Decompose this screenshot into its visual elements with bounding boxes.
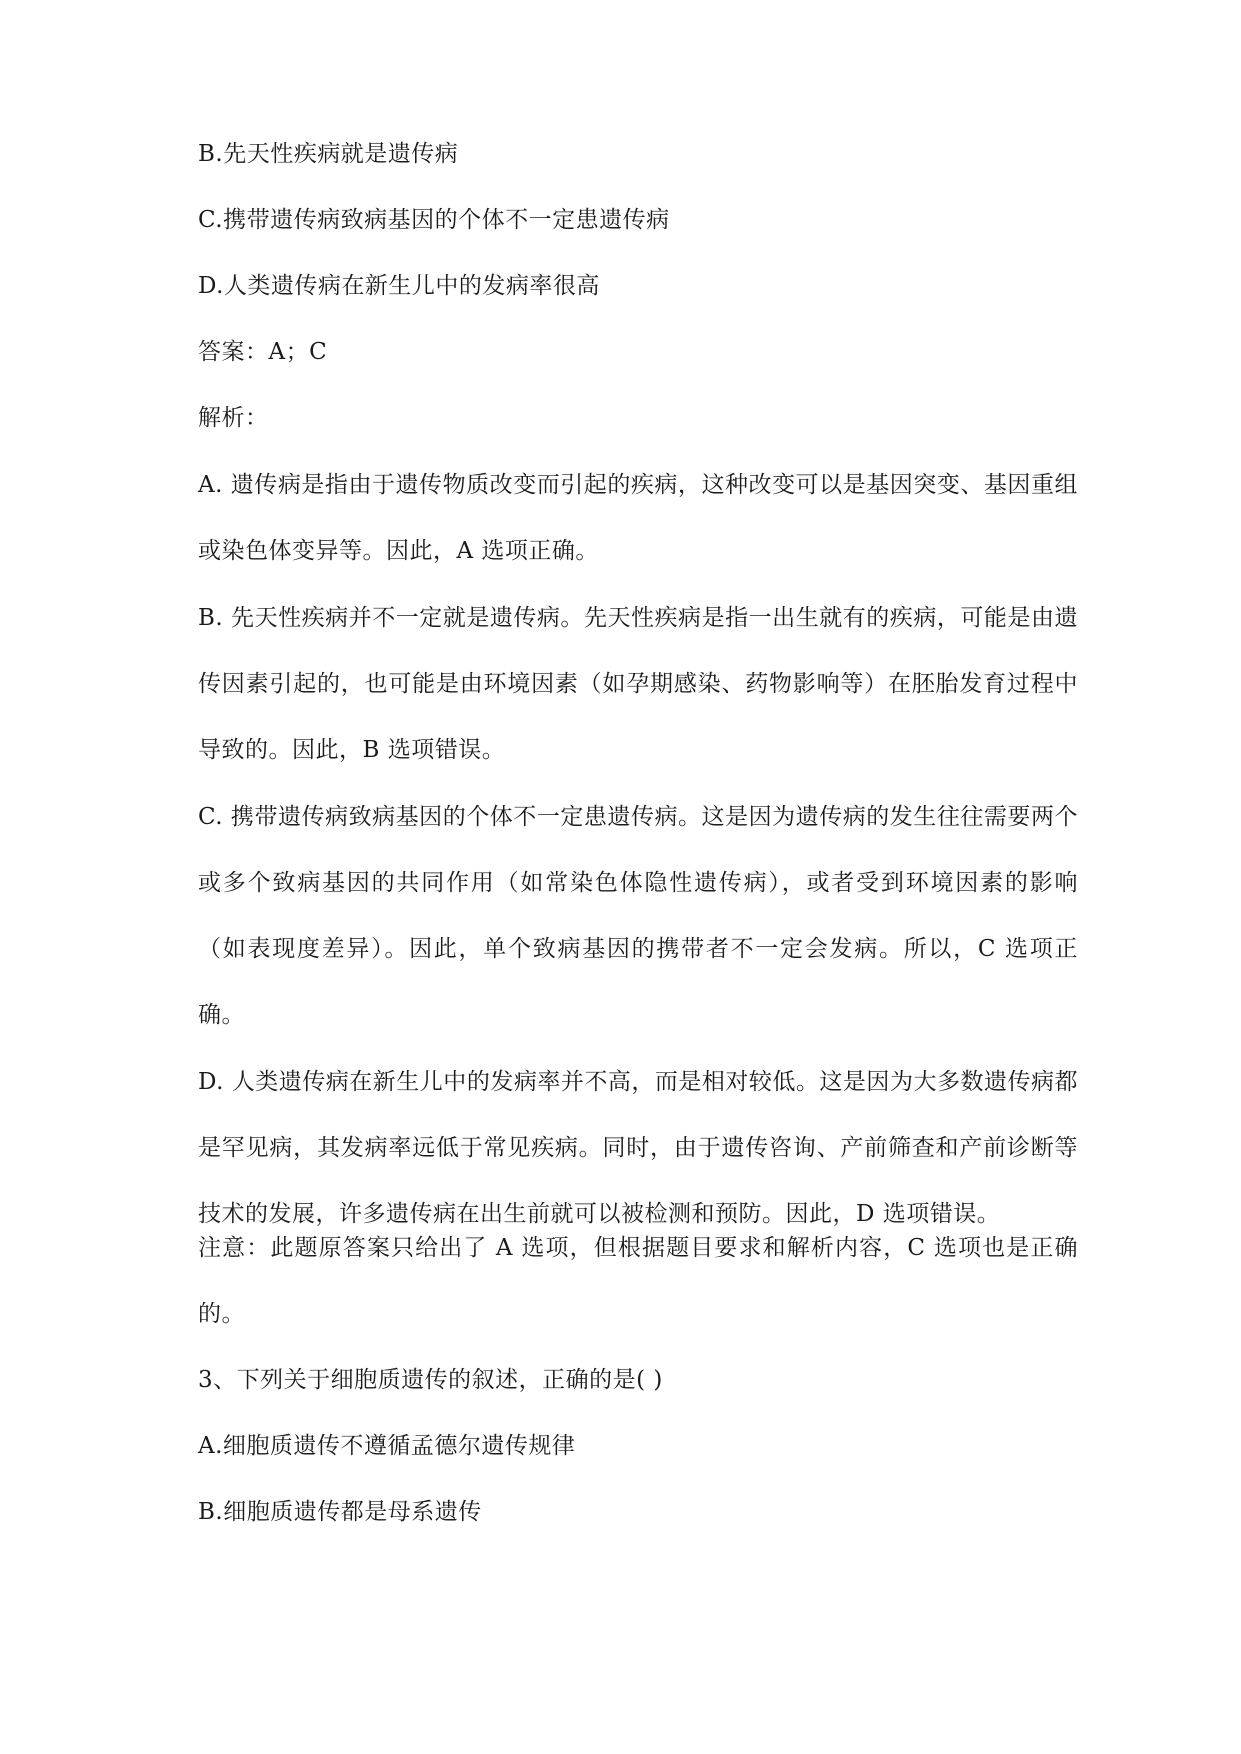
analysis-a: A. 遗传病是指由于遗传物质改变而引起的疾病，这种改变可以是基因突变、基因重组或染色体变异等。因此，A 选项正确。	[198, 472, 1078, 564]
analysis-c: C. 携带遗传病致病基因的个体不一定患遗传病。这是因为遗传病的发生往往需要两个或多个致病基因的共同作用（如常染色体隐性遗传病），或者受到环境因素的影响（如表现度差异）。因此，单个致病基因的携带者不一定会发病。所以，C 选项正确。	[198, 804, 1078, 1028]
answer-line: 答案：A；C	[198, 339, 328, 365]
analysis-b: B. 先天性疾病并不一定就是遗传病。先天性疾病是指一出生就有的疾病，可能是由遗传因素引起的，也可能是由环境因素（如孕期感染、药物影响等）在胚胎发育过程中导致的。因此，B 选项错误。	[198, 605, 1078, 763]
question2-option-b: B.先天性疾病就是遗传病	[198, 141, 459, 167]
question3-option-a: A.细胞质遗传不遵循孟德尔遗传规律	[198, 1433, 576, 1459]
analysis-note: 注意：此题原答案只给出了 A 选项，但根据题目要求和解析内容，C 选项也是正确的。	[198, 1235, 1078, 1327]
question2-option-d: D.人类遗传病在新生儿中的发病率很高	[198, 273, 600, 299]
analysis-label: 解析：	[198, 405, 269, 431]
question2-option-c: C.携带遗传病致病基因的个体不一定患遗传病	[198, 207, 670, 233]
analysis-d: D. 人类遗传病在新生儿中的发病率并不高，而是相对较低。这是因为大多数遗传病都是罕见病，其发病率远低于常见疾病。同时，由于遗传咨询、产前筛查和产前诊断等技术的发展，许多遗传病在出生前就可以被检测和预防。因此，D 选项错误。	[198, 1069, 1078, 1227]
document-body	[198, 138, 1078, 1529]
question3-option-b: B.细胞质遗传都是母系遗传	[198, 1499, 482, 1525]
question3-stem: 3、下列关于细胞质遗传的叙述，正确的是( )	[198, 1367, 663, 1393]
